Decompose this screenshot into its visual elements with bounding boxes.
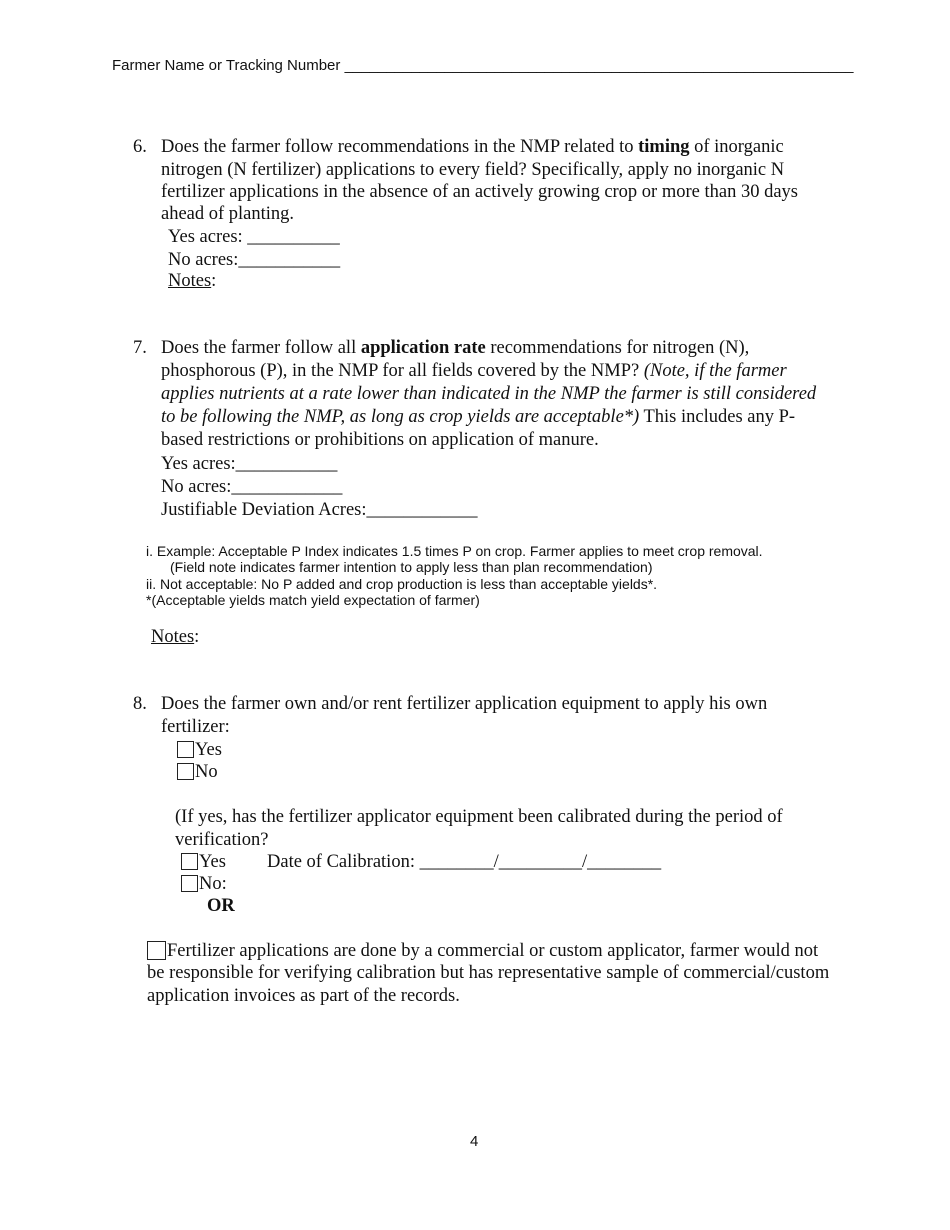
q6-line-4: ahead of planting. <box>161 204 295 224</box>
q8-option-no[interactable] <box>177 761 218 784</box>
q8-no-label: No <box>195 762 218 782</box>
q6-notes[interactable]: Notes: <box>168 271 217 291</box>
q7-bold-application-rate: application rate <box>360 338 486 358</box>
header-field <box>112 56 853 76</box>
q7-line-1: Does the farmer follow all application rate recommendations for nitrogen (N), <box>161 338 750 358</box>
q6-no-acres-field[interactable]: No acres:___________ <box>168 250 341 270</box>
q6-bold-timing: timing <box>638 137 690 157</box>
header-name-blank[interactable]: _____________________________________________________________ <box>344 57 854 74</box>
q7-line-3: applies nutrients at a rate lower than indicated in the NMP the farmer is still considered <box>161 384 817 404</box>
q8-line-2: fertilizer: <box>161 717 230 737</box>
q7-note-ii: ii. Not acceptable: No P added and crop production is less than acceptable yields*. <box>146 576 658 592</box>
q8-calibration-yes-checkbox[interactable] <box>181 853 198 870</box>
q8-calibration-question-line-2: verification? <box>175 830 269 850</box>
q8-calibration-yes[interactable] <box>181 851 226 874</box>
q8-calibration-no-checkbox[interactable] <box>181 875 198 892</box>
page-number: 4 <box>470 1133 479 1150</box>
q8-option-yes[interactable] <box>177 739 222 762</box>
q7-no-acres-field[interactable]: No acres:____________ <box>161 477 343 497</box>
q7-number: 7. <box>133 338 147 358</box>
q7-line-4: to be following the NMP, as long as crop yields are acceptable*) This includes any P- <box>161 407 796 427</box>
q8-custom-applicator-option[interactable] <box>147 940 818 963</box>
q6-line-2: nitrogen (N fertilizer) applications to every field? Specifically, apply no inorganic N <box>161 160 785 180</box>
q6-number: 6. <box>133 137 147 157</box>
q8-calibration-question-line-1: (If yes, has the fertilizer applicator equipment been calibrated during the period of <box>175 807 783 827</box>
q7-notes[interactable]: Notes: <box>147 626 199 649</box>
q6-notes-label: Notes <box>168 271 212 291</box>
q8-calibration-no-label: No: <box>199 874 227 894</box>
q7-note-i: i. Example: Acceptable P Index indicates 1.5 times P on crop. Farmer applies to meet crop removal. <box>146 543 763 559</box>
q7-note-acceptable-yields: *(Acceptable yields match yield expectation of farmer) <box>146 592 480 608</box>
q7-notes-label: Notes <box>151 627 195 647</box>
q8-custom-line-3: application invoices as part of the records. <box>147 986 460 1006</box>
q8-custom-line-2: be responsible for verifying calibration but has representative sample of commercial/custom <box>147 963 830 983</box>
q8-number: 8. <box>133 694 147 714</box>
q7-line-2: phosphorous (P), in the NMP for all fields covered by the NMP? (Note, if the farmer <box>161 361 787 381</box>
q8-yes-label: Yes <box>195 740 222 760</box>
q8-custom-applicator-checkbox[interactable] <box>147 941 166 960</box>
q6-line-1: Does the farmer follow recommendations in the NMP related to timing of inorganic <box>161 137 784 157</box>
header-label: Farmer Name or Tracking Number <box>112 57 341 74</box>
q8-calibration-no[interactable] <box>181 873 227 896</box>
q8-calibration-yes-label: Yes <box>199 852 226 872</box>
q8-no-checkbox[interactable] <box>177 763 194 780</box>
q6-line-3: fertilizer applications in the absence of an actively growing crop or more than 30 days <box>161 182 798 202</box>
q6-yes-acres-field[interactable]: Yes acres: __________ <box>168 227 340 247</box>
q7-yes-acres-field[interactable]: Yes acres:___________ <box>161 454 338 474</box>
q8-line-1: Does the farmer own and/or rent fertilizer application equipment to apply his own <box>161 694 768 714</box>
q7-deviation-acres-field[interactable]: Justifiable Deviation Acres:____________ <box>161 500 478 520</box>
q8-date-of-calibration-field[interactable]: Date of Calibration: ________/_________/________ <box>267 852 662 872</box>
q8-custom-line-1: Fertilizer applications are done by a commercial or custom applicator, farmer would not <box>167 941 819 961</box>
q8-or-label: OR <box>207 896 235 916</box>
q7-line-5: based restrictions or prohibitions on application of manure. <box>161 430 599 450</box>
q8-yes-checkbox[interactable] <box>177 741 194 758</box>
q7-note-i-continued: (Field note indicates farmer intention to apply less than plan recommendation) <box>170 559 653 575</box>
